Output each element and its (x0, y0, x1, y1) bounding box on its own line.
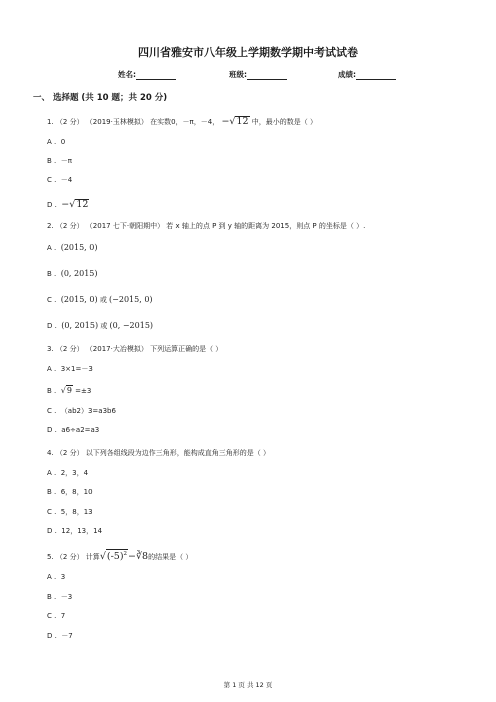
neg-cuberoot-8: −∛8 (128, 551, 149, 563)
score-blank[interactable] (356, 71, 396, 80)
q4-option-c: C . 5，8，13 (47, 508, 93, 516)
class-blank[interactable] (247, 71, 287, 80)
q1-option-c: C . －4 (47, 176, 73, 184)
q1-option-b: B . －π (47, 157, 72, 165)
neg-sqrt12: −√12 (221, 116, 249, 127)
question-2-stem: 2. （2 分） （2017 七下·朝阳期中） 若 x 轴上的点 P 到 y 轴的距离为 2015，则点 P 的坐标是（ ）. (47, 222, 366, 230)
q4-option-a: A . 2，3，4 (47, 469, 89, 477)
q5-option-d: D . －7 (47, 632, 73, 640)
q3-option-c: C . （ab2）3=a3b6 (47, 407, 116, 415)
q3-option-d: D . a6÷a2=a3 (47, 426, 100, 434)
q5-option-a: A . 3 (47, 573, 66, 581)
q2-option-d: D . (0, 2015) 或 (0, −2015) (47, 321, 154, 330)
q5-option-b: B . －3 (47, 593, 73, 601)
q1-option-a: A . 0 (47, 138, 66, 146)
exam-title: 四川省雅安市八年级上学期数学期中考试试卷 (138, 46, 358, 59)
question-5-stem: 5. （2 分） 计算$√(-5)^2-∛8$的结果是（ ） (47, 551, 193, 563)
q3-option-b: B . √9 =±3 (47, 386, 92, 395)
name-label: 姓名: (118, 70, 136, 79)
question-1-stem: 1. （2 分） （2019·玉林模拟） 在实数0，－π，－4， −√12 中，最小的数是（ ） (47, 116, 318, 127)
q2-option-a: A . (2015, 0) (47, 243, 98, 252)
section-heading: 一、 选择题 (共 10 题；共 20 分) (33, 93, 168, 103)
question-4-stem: 4. （2 分） 以下列各组线段为边作三角形，能构成直角三角形的是（ ） (47, 449, 271, 457)
q4-option-b: B . 6，8，10 (47, 488, 93, 496)
score-label: 成绩: (338, 70, 356, 79)
q5-option-c: C . 7 (47, 612, 66, 620)
score-field (338, 69, 396, 80)
q2-option-b: B . (0, 2015) (47, 269, 98, 278)
name-field (118, 69, 176, 80)
name-blank[interactable] (136, 71, 176, 80)
q2-option-c: C . (2015, 0) 或 (−2015, 0) (47, 295, 153, 304)
q1-option-d: D . −√12 (47, 199, 89, 210)
class-label: 班级: (229, 70, 247, 79)
class-field (229, 69, 287, 80)
q3-option-a: A . 3×1=－3 (47, 365, 93, 373)
q4-option-d: D . 12，13，14 (47, 527, 103, 535)
page-footer: 第 1 页 共 12 页 (223, 681, 273, 689)
question-3-stem: 3. （2 分） （2017·大冶模拟） 下列运算正确的是（ ） (47, 345, 223, 353)
sqrt-neg5-squared: $√(-5)^2$ (99, 551, 128, 563)
